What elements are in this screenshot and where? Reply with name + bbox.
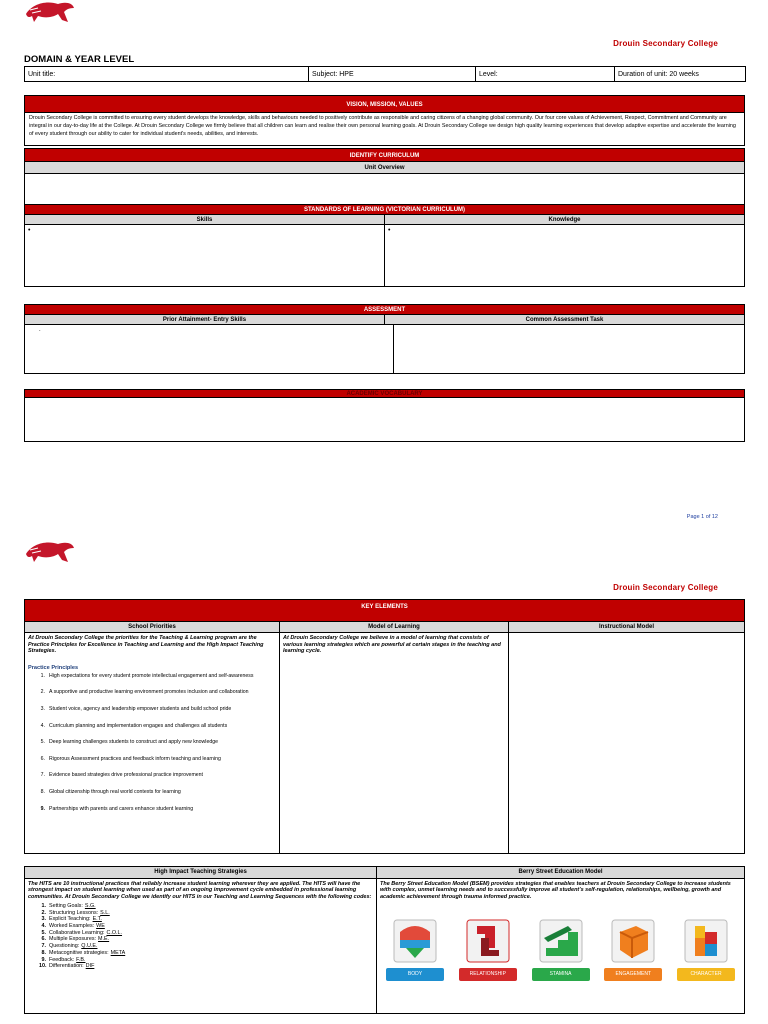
practice-principle-item (37, 772, 276, 779)
bsem-domain-engagement (603, 918, 663, 981)
assessment-header: ASSESSMENT (24, 304, 745, 315)
standards-columns (24, 215, 745, 225)
character-icon (683, 918, 729, 964)
practice-principle-item (37, 739, 276, 746)
hits-label: Feedback: (49, 956, 75, 963)
principle-text: A supportive and productive learning environment promotes inclusion and collaboration (49, 689, 249, 696)
hits-number: 7. (41, 943, 46, 950)
vision-section (24, 95, 745, 146)
hits-item (39, 936, 373, 943)
principle-text: Rigorous Assessment practices and feedback inform teaching and learning (49, 755, 221, 762)
hits-label: Structuring Lessons: (49, 909, 99, 916)
college-logo (24, 0, 76, 26)
practice-principle-item (37, 806, 276, 813)
hits-label: Questioning: (49, 943, 80, 950)
bsem-domain-stamina (531, 918, 591, 981)
practice-principles-list (25, 673, 279, 812)
practice-principle-item (37, 789, 276, 796)
hits-item (39, 930, 373, 937)
hits-label: Worked Examples: (49, 923, 95, 929)
hits-code: F.B. (76, 956, 86, 963)
bsem-cell (376, 879, 744, 1013)
hits-intro: The HITS are 10 instructional practices that reliably increase student learning wherever they are applied. The HITS will have the strongest impact on student learning when used as part of an ongoing improvement cycle embedded in professional learning communities. At Drouin Secondary College we identify our HITS in our Teaching and Learning Sequences with the following codes: (28, 881, 372, 900)
hits-label: Metacognitive strategies: (49, 949, 109, 956)
school-priorities-header: School Priorities (128, 624, 176, 630)
hits-item (39, 950, 373, 957)
hits-item (39, 923, 373, 930)
unit-overview-header: Unit Overview (24, 162, 745, 174)
hits-item (39, 943, 373, 950)
college-name-2: Drouin Secondary College (613, 583, 718, 592)
knowledge-header: Knowledge (384, 215, 744, 224)
duration-field: Duration of unit: 20 weeks (615, 67, 746, 82)
hits-number: 5. (41, 929, 46, 936)
prior-attainment-cell: . (39, 327, 41, 333)
knowledge-bullet: • (384, 225, 744, 286)
vision-header: VISION, MISSION, VALUES (24, 95, 745, 113)
vision-text: Drouin Secondary College is committed to ensuring every student develops the knowledge, skills and behaviours needed to positively contribute as responsible and caring citizens of a changing global community. Our four core values of Achievement, Respect, Commitment and Community are integral in our day-to-day life at the College. At Drouin Secondary College we firmly believe that all children can learn and realise their own personal learning goals. At Drouin Secondary College we design high quality learning experiences that develop adaptive expertise and accelerate the learning of every student through our ability to cater for individual student's needs, abilities, and interests. (24, 113, 745, 146)
engagement-icon (610, 918, 656, 964)
curriculum-section (24, 148, 745, 287)
vocab-box (24, 398, 745, 442)
hits-label: Collaborative Learning: (49, 929, 105, 936)
hits-code: Q.U.E. (81, 943, 98, 950)
hits-label: Multiple Exposures: (49, 936, 97, 943)
model-of-learning-cell (279, 633, 508, 853)
instructional-model-cell (508, 633, 744, 853)
key-elements-section (24, 599, 745, 854)
common-assessment-cell (393, 325, 745, 373)
hits-number: 6. (41, 936, 46, 943)
standards-header: STANDARDS OF LEARNING (VICTORIAN CURRICULUM) (24, 205, 745, 215)
assessment-section (24, 304, 745, 374)
hits-number: 10. (39, 963, 47, 970)
bsem-domains (377, 918, 744, 981)
practice-principle-item (37, 689, 276, 696)
bsem-domain-label: CHARACTER (677, 968, 735, 981)
skills-header: Skills (196, 217, 213, 223)
key-elements-column-heads (25, 621, 744, 633)
hits-code: DIF (85, 963, 95, 970)
hits-item (39, 963, 373, 970)
hits-item (39, 910, 373, 917)
bsem-domain-character (676, 918, 736, 981)
principle-text: Evidence based strategies drive professional practice improvement (49, 772, 203, 779)
instructional-model-header: Instructional Model (508, 622, 744, 632)
hits-label: Setting Goals: (49, 902, 83, 909)
hits-code: C.O.L. (106, 929, 123, 936)
hits-bsem-section (24, 866, 745, 1014)
principle-number: 2. (40, 689, 45, 696)
bsem-intro: The Berry Street Education Model (BSEM) provides strategies that enables teachers at Drouin Secondary College to increase students with complex, unmet learning needs and to successfully improve all student's self-regulation, relationships, wellbeing, growth and academic achievement through trauma informed practice. (380, 881, 731, 900)
principle-text: Deep learning challenges students to construct and apply new knowledge (49, 739, 218, 746)
bsem-domain-label: STAMINA (532, 968, 590, 981)
hits-code: M.E. (98, 936, 110, 943)
principle-text: High expectations for every student promote intellectual engagement and self-awareness (49, 672, 254, 679)
hits-code: S.G. (84, 902, 96, 909)
principle-text: Global citizenship through real world contexts for learning (49, 788, 181, 795)
hits-code: META (110, 949, 126, 956)
principle-number: 5. (40, 739, 45, 746)
hits-number: 4. (41, 923, 46, 929)
standards-body (24, 225, 745, 287)
vocab-section (24, 389, 745, 442)
college-name: Drouin Secondary College (613, 39, 718, 48)
hits-number: 3. (41, 916, 46, 923)
key-elements-header: KEY ELEMENTS (25, 600, 744, 621)
bsem-domain-label: BODY (386, 968, 444, 981)
body-icon (392, 918, 438, 964)
hits-code: WE (96, 923, 105, 929)
bsem-header: Berry Street Education Model (376, 867, 744, 879)
assessment-columns (24, 315, 745, 325)
hits-code: E.T. (92, 916, 102, 923)
bsem-domain-relationship (458, 918, 518, 981)
principle-number: 9. (40, 805, 45, 812)
practice-principle-item (37, 723, 276, 730)
hits-label: Explicit Teaching: (49, 916, 91, 923)
practice-principle-item (37, 706, 276, 713)
bsem-domain-label: ENGAGEMENT (604, 968, 662, 981)
hits-item (39, 903, 373, 910)
assessment-body (24, 325, 745, 374)
principle-text: Partnerships with parents and carers enhance student learning (49, 805, 194, 812)
practice-principles-title: Practice Principles (28, 664, 79, 671)
model-of-learning-header: Model of Learning (279, 622, 508, 632)
unit-overview-box (24, 174, 745, 205)
hits-header: High Impact Teaching Strategies (25, 867, 376, 879)
vocab-header: ACADEMIC VOCABULARY (24, 389, 745, 398)
practice-principle-item (37, 673, 276, 680)
model-of-learning-text: At Drouin Secondary College we believe in a model of learning that consists of various learning strategies which are powerful at certain stages in the teaching and learning cycle. (283, 635, 501, 655)
hits-number: 2. (41, 909, 46, 916)
priorities-intro: At Drouin Secondary College the priorities for the Teaching & Learning program are the Practice Principles for Excellence in Teaching and Learning and the High Impact Teaching Strategies. (28, 635, 264, 655)
relationship-icon (465, 918, 511, 964)
hits-cell (25, 879, 376, 1013)
hits-number: 1. (41, 902, 46, 909)
skills-bullet: • (28, 227, 31, 234)
principle-text: Curriculum planning and implementation engages and challenges all students (49, 722, 228, 729)
subject-field: Subject: HPE (309, 67, 476, 82)
principle-number: 1. (40, 672, 45, 679)
hits-number: 8. (41, 949, 46, 956)
unit-info-row (24, 66, 745, 82)
school-priorities-cell (25, 633, 279, 853)
key-elements-body (25, 633, 744, 853)
domain-year-heading: DOMAIN & YEAR LEVEL (24, 54, 135, 65)
stamina-icon (538, 918, 584, 964)
curriculum-header: IDENTIFY CURRICULUM (24, 148, 745, 162)
principle-number: 6. (40, 755, 45, 762)
hits-code: S.L. (100, 909, 110, 916)
bsem-domain-label: RELATIONSHIP (459, 968, 517, 981)
principle-number: 7. (40, 772, 45, 779)
principle-number: 3. (40, 705, 45, 712)
hits-item (39, 916, 373, 923)
principle-number: 8. (40, 788, 45, 795)
principle-number: 4. (40, 722, 45, 729)
prior-attainment-header: Prior Attainment- Entry Skills (162, 317, 247, 323)
level-field: Level: (476, 67, 615, 82)
hits-item (39, 957, 373, 964)
page-number: Page 1 of 12 (686, 514, 718, 520)
practice-principle-item (37, 756, 276, 763)
principle-text: Student voice, agency and leadership empower students and build school pride (49, 705, 232, 712)
hits-number: 9. (41, 956, 46, 963)
hits-label: Differentiation: (49, 963, 84, 970)
hits-list (25, 902, 376, 970)
bsem-domain-body (385, 918, 445, 981)
college-logo-2 (24, 540, 76, 566)
unit-title-field: Unit title: (25, 67, 309, 82)
common-assessment-header: Common Assessment Task (384, 315, 744, 324)
